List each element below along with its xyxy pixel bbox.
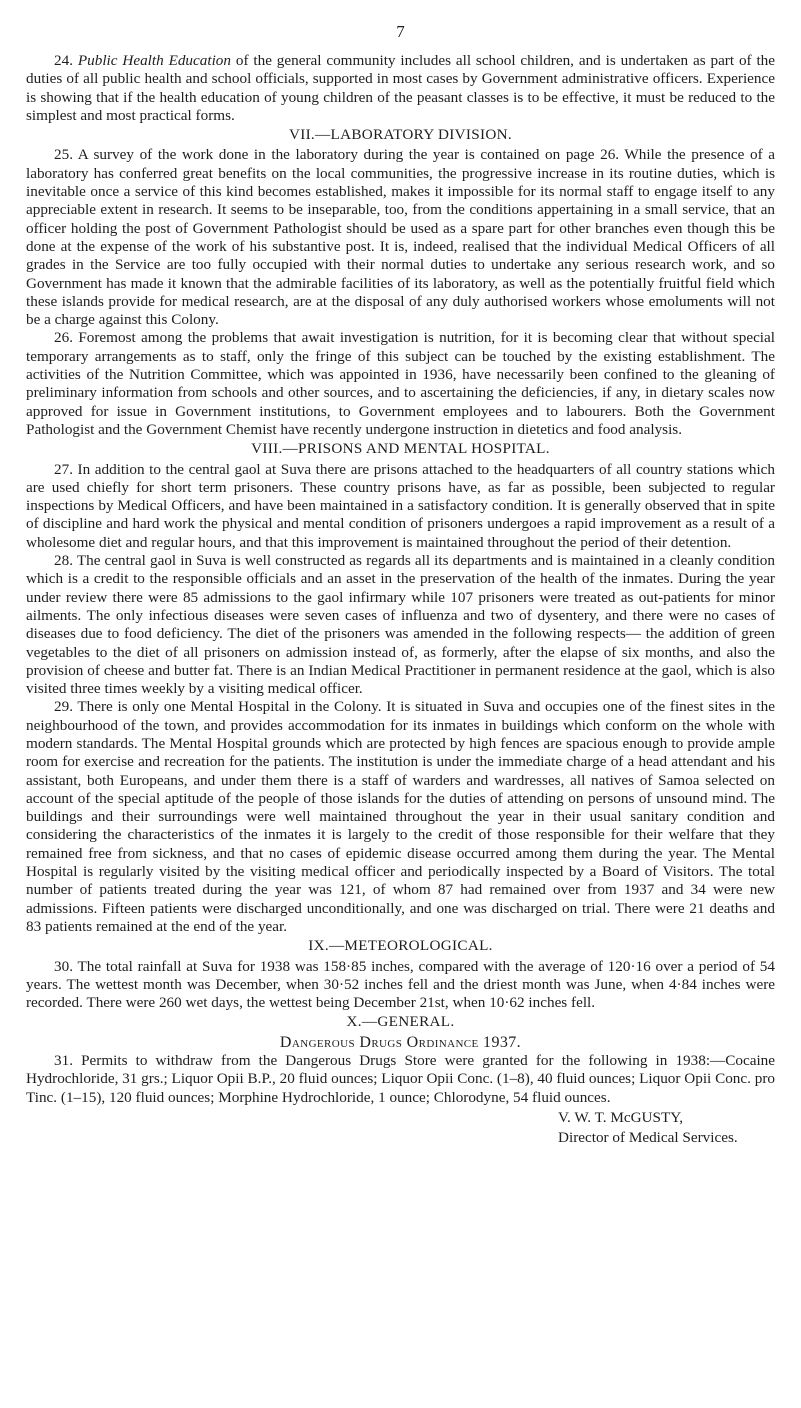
section-heading-meteorological: IX.—METEOROLOGICAL.: [308, 937, 493, 955]
section-heading-laboratory: VII.—LABORATORY DIVISION.: [288, 126, 513, 144]
paragraph-27: 27. In addition to the central gaol at Suva there are prisons attached to the headquarters of all country stations which are used chiefly for short term prisoners. These country prisons have, as far as possible, been subjected to regular inspections by Medical Officers, and have been maintained in a satisfactory condition. It is generally observed that in spite of discipline and hard work the physical and mental condition of prisoners undergoes a rapid improvement as a result of a wholesome diet and regular hours, and that this improvement is maintained throughout the period of their detention.: [26, 460, 775, 551]
paragraph-26: 26. Foremost among the problems that await investigation is nutrition, for it is becoming clear that without special temporary arrangements as to staff, only the fringe of this subject can be touched by the existing establishment. The activities of the Nutrition Committee, which was appointed in 1936, have necessarily been confined to the gleaning of preliminary information from schools and other sources, and to ascertaining the deficiencies, if any, in dietary scales now approved for issue in Government institutions, to Government employees and to labourers. Both the Government Pathologist and the Government Chemist have recently undergone instruction in dietetics and food analysis.: [26, 329, 775, 438]
paragraph-31: 31. Permits to withdraw from the Dangerous Drugs Store were granted for the following in 1938:—Cocaine Hydrochloride, 31 grs.; Liquor Opii B.P., 20 fluid ounces; Liquor Opii Conc. (1–8), 40 fluid ounces; Liquor Opii Conc. pro Tinc. (1–15), 120 fluid ounces; Morphine Hydrochloride, 1 ounce; Chlorodyne, 54 fluid ounces.: [26, 1052, 775, 1106]
signature-title: Director of Medical Services.: [558, 1129, 738, 1147]
paragraph-25: 25. A survey of the work done in the laboratory during the year is contained on page 26. While the presence of a laboratory has conferred great benefits on the local communities, the progressive increase in its routine duties, which is inevitable once a service of this kind becomes established, makes it impossible for its normal staff to engage itself to any appreciable extent in research. It seems to be inseparable, too, from the conditions appertaining in a small service, that an officer holding the post of Government Pathologist should be used as a spare part for other branches even though this be done at the expense of the work of his substantive post. It is, indeed, realised that the individual Medical Officers of all grades in the Service are too fully occupied with their normal duties to undertake any serious research work, and so Government has made it known that the admirable facilities of its laboratory, as well as the potentially fruitful field which these islands provide for medical research, are at the disposal of any duly authorised workers whose emoluments will not be a charge against this Colony.: [26, 146, 775, 329]
subheading-dangerous-drugs: Dangerous Drugs Ordinance 1937.: [279, 1033, 522, 1051]
signature-name: V. W. T. McGUSTY,: [558, 1108, 684, 1126]
paragraph-24: [26, 52, 775, 125]
italic-term: Public Health Education: [77, 52, 231, 69]
paragraph-29: 29. There is only one Mental Hospital in the Colony. It is situated in Suva and occupies one of the finest sites in the neighbourhood of the town, and provides accommodation for its inmates in buildings which conform on the whole with modern standards. The Mental Hospital grounds which are protected by high fences are spacious enough to provide ample room for exercise and recreation for the patients. The institution is under the immediate charge of a head attendant and his assistant, both Europeans, and under them there is a staff of warders and wardresses, all natives of Samoa selected on account of the special aptitude of the people of those islands for the duties of attending on persons of unsound mind. The buildings and their surroundings were well maintained throughout the year in their usual sanitary condition and considering the characteristics of the inmates it is largely to the credit of those responsible for their welfare that they remained free from sickness, and that no cases of epidemic disease occurred among them during the year. The Mental Hospital is regularly visited by the visiting medical officer and periodically inspected by a Board of Visitors. The total number of patients treated during the year was 121, of whom 87 had remained over from 1937 and 34 were new admissions. Fifteen patients were discharged unconditionally, and one was discharged on trial. There were 21 deaths and 83 patients remained at the end of the year.: [26, 698, 775, 935]
paragraph-28: 28. The central gaol in Suva is well constructed as regards all its departments and is maintained in a cleanly condition which is a credit to the responsible officials and an asset in the preservation of the health of the inmates. During the year under review there were 85 admissions to the gaol infirmary while 107 prisoners were treated as out-patients for minor ailments. The only infectious diseases were seven cases of influenza and two of dysentery, and there were no cases of diseases due to food deficiency. The diet of the prisoners was amended in the following respects— the addition of green vegetables to the diet of all prisoners on admission instead of, as formerly, after the elapse of six months, and also the provision of cheese and butter fat. There is an Indian Medical Practitioner in permanent residence at the gaol, which is also visited three times weekly by a visiting medical officer.: [26, 552, 775, 698]
page-number: 7: [396, 22, 405, 41]
paragraph-number: 24.: [54, 52, 78, 69]
section-heading-general: X.—GENERAL.: [346, 1013, 455, 1031]
section-heading-prisons: VIII.—PRISONS AND MENTAL HOSPITAL.: [251, 440, 550, 458]
paragraph-30: 30. The total rainfall at Suva for 1938 was 158·85 inches, compared with the average of 120·16 over a period of 54 years. The wettest month was December, when 30·52 inches fell and the driest month was June, when 4·84 inches were recorded. There were 260 wet days, the wettest being December 21st, when 10·62 inches fell.: [26, 957, 775, 1012]
paragraph-text: of the general community includes all school children, and is undertaken as part of the duties of all public health and school officials, supported in most cases by Government administrative officers. Experience is showing that if the health education of young children of the peasant classes is to be effective, it must be reduced to the simplest and most practical forms.: [26, 52, 776, 124]
